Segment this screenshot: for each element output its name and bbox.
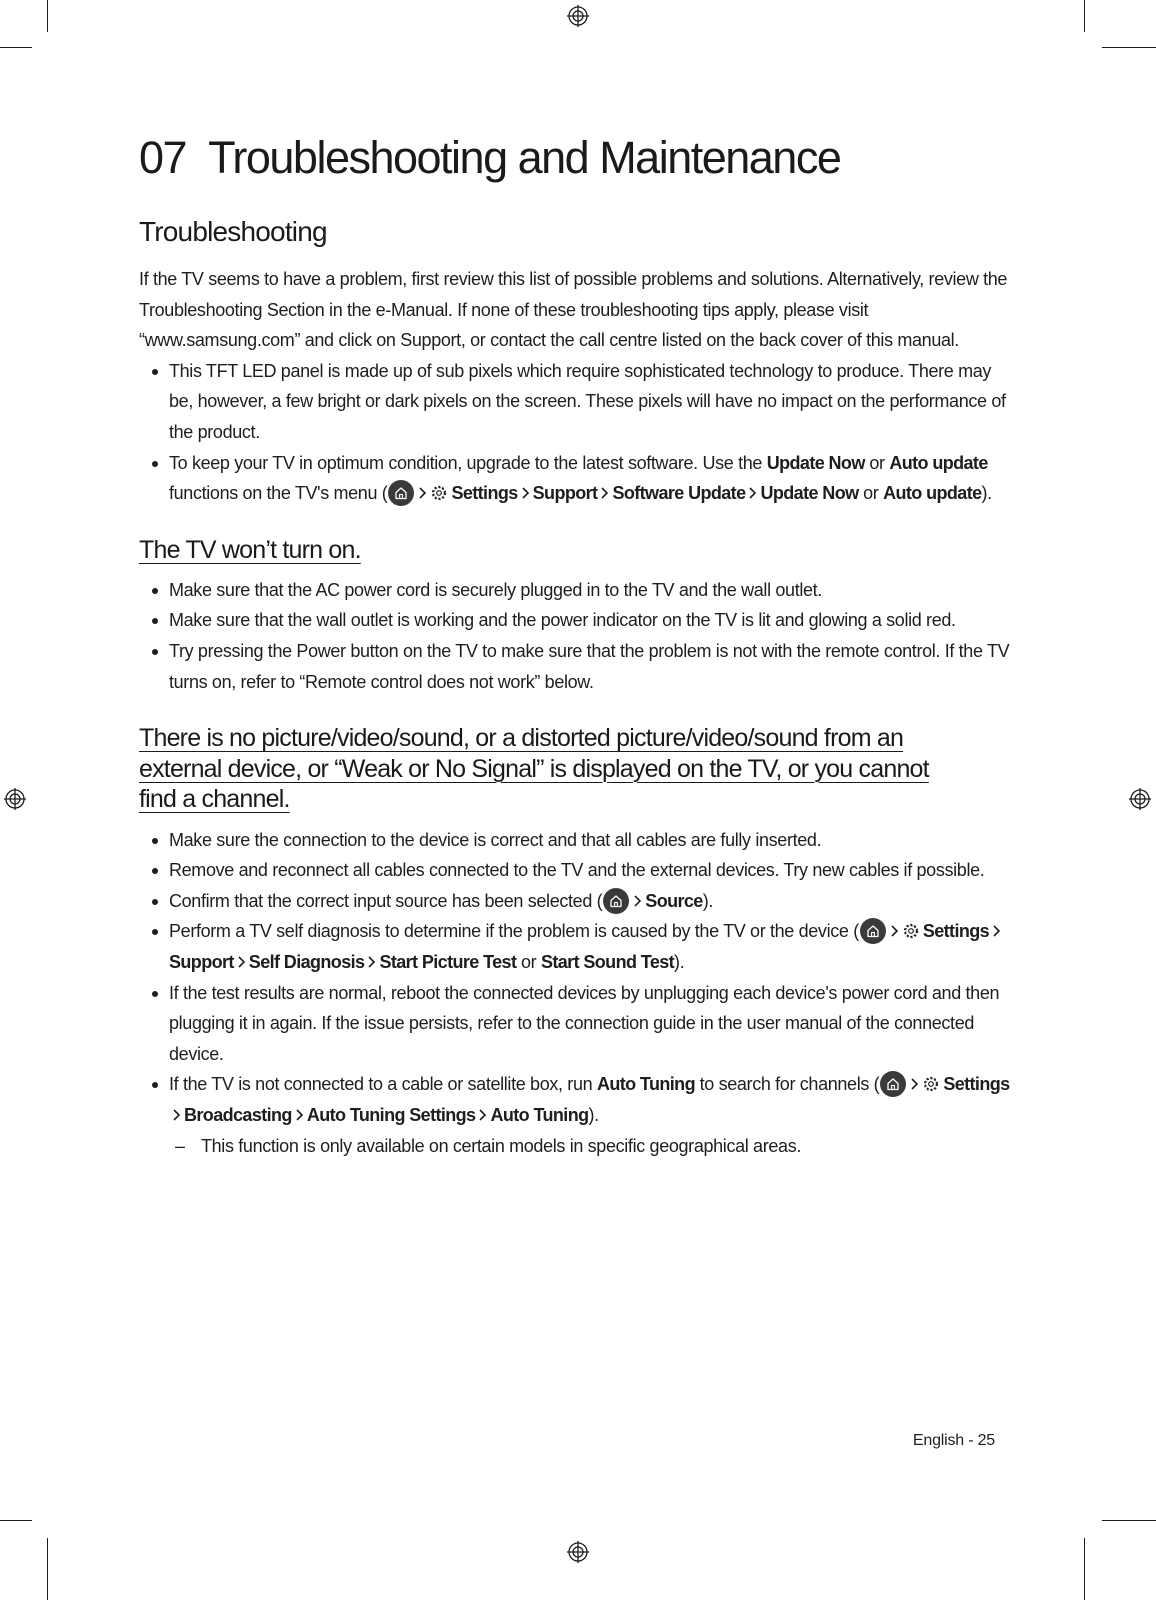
list-item: Make sure the connection to the device is correct and that all cables are fully inserted. bbox=[139, 825, 1019, 856]
menu-path-label: Software Update bbox=[612, 483, 746, 504]
crop-mark bbox=[0, 1520, 32, 1521]
menu-path-label: Auto Tuning bbox=[596, 1074, 695, 1095]
registration-mark-icon bbox=[567, 1541, 589, 1563]
menu-path-label: Auto Tuning Settings bbox=[306, 1104, 476, 1125]
registration-mark-icon bbox=[567, 5, 589, 27]
issue-title bbox=[139, 723, 1019, 815]
list-item: If the test results are normal, reboot the connected devices by unplugging each device's power cord and then plugging it in again. If the issue persists, refer to the connection guide in the user manual of the connected device. bbox=[139, 978, 1019, 1070]
menu-path-label: Auto update bbox=[883, 483, 982, 504]
crop-mark bbox=[1084, 0, 1085, 32]
list-item: Confirm that the correct input source has been selected ( Source). bbox=[139, 886, 1019, 917]
issue-title-line: There is no picture/video/sound, or a distorted picture/video/sound from an bbox=[139, 724, 904, 753]
menu-path-label: Support bbox=[532, 483, 598, 504]
chevron-right-icon bbox=[600, 486, 609, 500]
crop-mark bbox=[0, 47, 32, 48]
list-item: If the TV is not connected to a cable or satellite box, run Auto Tuning to search for channels ( SettingsBroadcasting Auto Tuning Settings Auto Tuning). bbox=[139, 1069, 1019, 1130]
menu-path-label: Auto update bbox=[889, 452, 988, 473]
chevron-right-icon bbox=[890, 924, 899, 938]
menu-path-label: Support bbox=[169, 952, 234, 972]
chapter-number: 07 bbox=[139, 132, 187, 183]
crop-mark bbox=[47, 0, 48, 32]
chevron-right-icon bbox=[237, 955, 246, 969]
list-item: Make sure that the AC power cord is securely plugged in to the TV and the wall outlet. bbox=[139, 575, 1019, 606]
bullet-list bbox=[139, 356, 1019, 509]
menu-path-label: Broadcasting bbox=[184, 1104, 292, 1125]
menu-path-label: Settings bbox=[943, 1074, 1010, 1095]
list-item: Remove and reconnect all cables connected to the TV and the external devices. Try new cables if possible. bbox=[139, 855, 1019, 886]
intro-paragraph: If the TV seems to have a problem, first review this list of possible problems and solutions. Alternatively, review the Troubleshooting Section in the e-Manual. If none of these troubleshooting tips apply, please visit “www.samsung.com” and click on Support, or contact the call centre listed on the back cover of this manual. bbox=[139, 269, 1008, 351]
home-icon bbox=[880, 1071, 906, 1097]
crop-mark bbox=[1102, 1520, 1156, 1521]
registration-mark-icon bbox=[4, 788, 26, 810]
home-icon bbox=[388, 480, 414, 506]
menu-path-label: Settings bbox=[922, 921, 990, 942]
bullet-list bbox=[139, 575, 1019, 697]
chevron-right-icon bbox=[748, 486, 757, 500]
gear-icon bbox=[922, 1075, 940, 1093]
menu-path-label: Update Now bbox=[766, 452, 865, 473]
issue-title-line: external device, or “Weak or No Signal” is displayed on the TV, or you cannot bbox=[139, 754, 929, 783]
chevron-right-icon bbox=[521, 486, 530, 500]
list-item: To keep your TV in optimum condition, upgrade to the latest software. Use the Update Now or Auto update functions on the TV's menu ( Settings Support Software Update Update Now or Auto update). bbox=[139, 448, 1019, 509]
menu-path-label: Start Picture Test bbox=[379, 952, 517, 972]
list-item: This TFT LED panel is made up of sub pixels which require sophisticated technology to produce. There may be, however, a few bright or dark pixels on the screen. These pixels will have no impact on the performance of the product. bbox=[139, 356, 1019, 448]
chapter-title bbox=[139, 128, 840, 188]
crop-mark bbox=[1084, 1538, 1085, 1600]
chevron-right-icon bbox=[992, 924, 1001, 938]
chevron-right-icon bbox=[478, 1108, 487, 1122]
registration-mark-icon bbox=[1129, 788, 1151, 810]
chapter-title-text: Troubleshooting and Maintenance bbox=[208, 132, 841, 183]
menu-path-label: Update Now bbox=[760, 483, 859, 504]
chevron-right-icon bbox=[910, 1077, 919, 1091]
main-content bbox=[139, 212, 1019, 1161]
note-text: – This function is only available on certain models in specific geographical areas. bbox=[139, 1131, 1019, 1162]
menu-path-label: Auto Tuning bbox=[490, 1104, 589, 1125]
menu-path-label: Source bbox=[645, 890, 703, 911]
home-icon bbox=[603, 888, 629, 914]
crop-mark bbox=[1102, 47, 1156, 48]
chevron-right-icon bbox=[295, 1108, 304, 1122]
chevron-right-icon bbox=[418, 486, 427, 500]
list-item: Try pressing the Power button on the TV to make sure that the problem is not with the remote control. If the TV turns on, refer to “Remote control does not work” below. bbox=[139, 636, 1019, 697]
menu-path-label: Self Diagnosis bbox=[248, 952, 365, 972]
menu-path-label: Start Sound Test bbox=[540, 952, 675, 972]
list-item: Make sure that the wall outlet is working and the power indicator on the TV is lit and glowing a solid red. bbox=[139, 605, 1019, 636]
issue-title: The TV won’t turn on. bbox=[139, 535, 361, 564]
page-number: English - 25 bbox=[912, 1432, 995, 1449]
chevron-right-icon bbox=[633, 894, 642, 908]
chevron-right-icon bbox=[367, 955, 376, 969]
chevron-right-icon bbox=[172, 1108, 181, 1122]
home-icon bbox=[860, 918, 886, 944]
gear-icon bbox=[902, 922, 920, 940]
issue-title-line: find a channel. bbox=[139, 785, 290, 814]
bullet-list bbox=[139, 825, 1019, 1131]
crop-mark bbox=[47, 1538, 48, 1600]
section-title: Troubleshooting bbox=[139, 216, 327, 247]
list-item: Perform a TV self diagnosis to determine if the problem is caused by the TV or the device ( SettingsSupport Self Diagnosis Start Picture Test or Start Sound Test). bbox=[139, 916, 1019, 977]
gear-icon bbox=[430, 484, 448, 502]
menu-path-label: Settings bbox=[451, 483, 518, 504]
